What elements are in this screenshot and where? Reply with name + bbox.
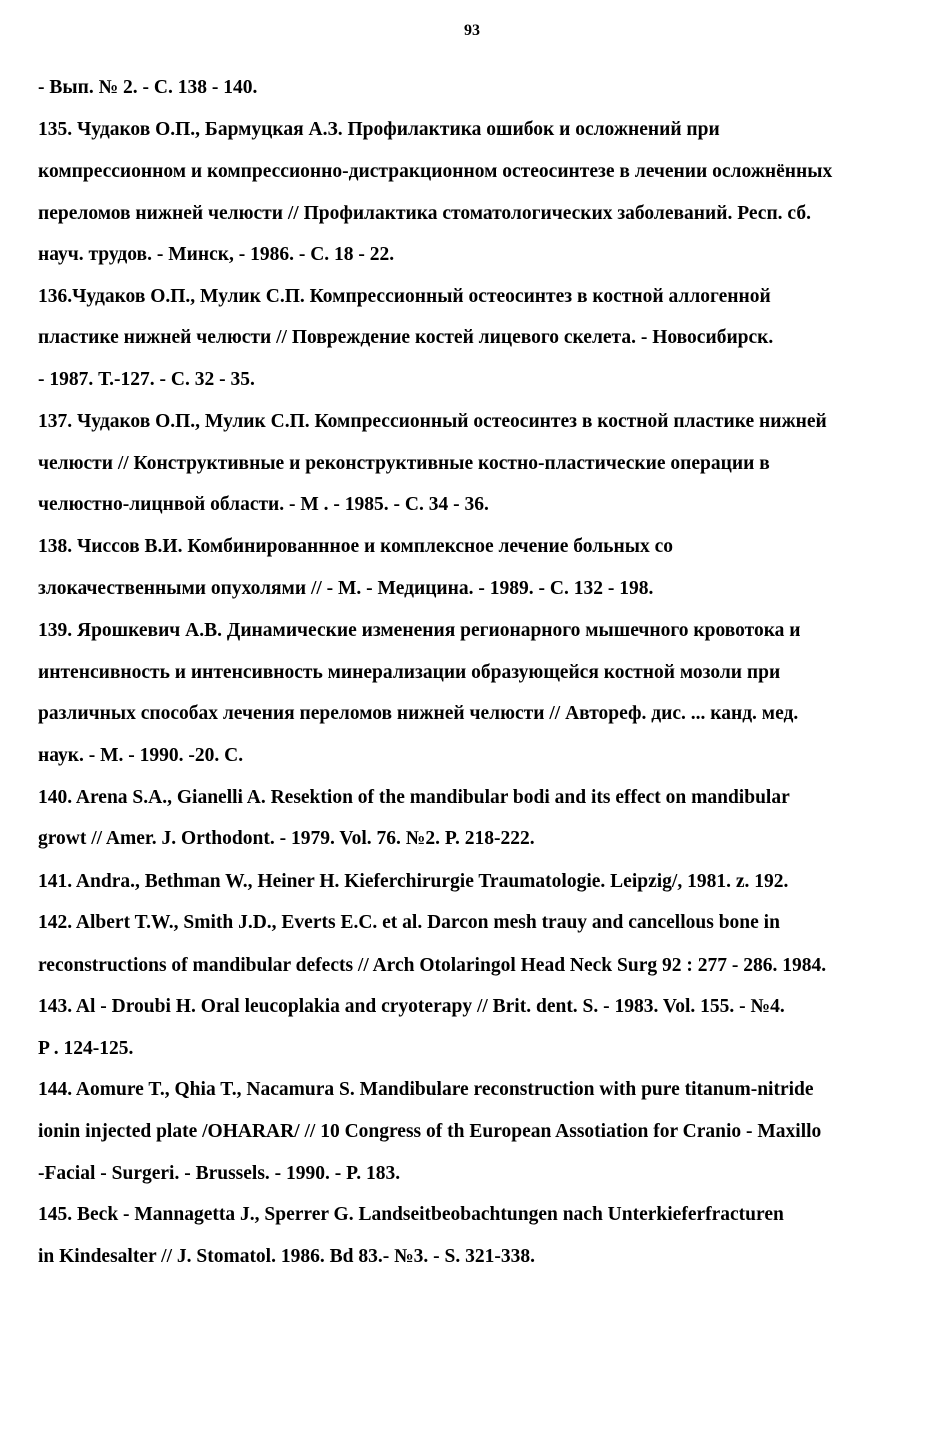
reference-143: 143. Al - Droubi H. Oral leucoplakia and cryoterapy // Brit. dent. S. - 1983. Vol. 155. - №4. xyxy=(38,996,785,1017)
text-line: интенсивность и интенсивность минерализации образующейся костной мозоли при xyxy=(38,662,781,683)
text-line: злокачественными опухолями // - М. - Медицина. - 1989. - С. 132 - 198. xyxy=(38,578,654,599)
reference-142: 142. Albert T.W., Smith J.D., Everts E.C. et al. Darcon mesh trauy and cancellous bone in xyxy=(38,912,780,933)
text-line: - Вып. № 2. - С. 138 - 140. xyxy=(38,77,258,98)
text-line: ionin injected plate /OHARAR/ // 10 Congress of th European Assotiation for Cranio - Maxillo xyxy=(38,1121,822,1142)
text-line: челюсти // Конструктивные и реконструктивные костно-пластические операции в xyxy=(38,453,770,474)
text-line: переломов нижней челюсти // Профилактика стоматологических заболеваний. Респ. сб. xyxy=(38,203,811,224)
reference-140: 140. Arena S.A., Gianelli A. Resektion of the mandibular bodi and its effect on mandibular xyxy=(38,787,790,808)
text-line: науч. трудов. - Минск, - 1986. - С. 18 - 22. xyxy=(38,244,395,265)
reference-139: 139. Ярошкевич А.В. Динамические изменения регионарного мышечного кровотока и xyxy=(38,620,801,641)
text-line: челюстно-лицнвой области. - М . - 1985. - С. 34 - 36. xyxy=(38,494,489,515)
text-line: пластике нижней челюсти // Повреждение костей лицевого скелета. - Новосибирск. xyxy=(38,327,774,348)
text-line: наук. - М. - 1990. -20. С. xyxy=(38,745,244,766)
reference-137: 137. Чудаков О.П., Мулик С.П. Компрессионный остеосинтез в костной пластике нижней xyxy=(38,411,827,432)
text-line: reconstructions of mandibular defects // Arch Otolaringol Head Neck Surg 92 : 277 - 286. 1984. xyxy=(38,955,827,976)
text-line: различных способах лечения переломов нижней челюсти // Автореф. дис. ... канд. мед. xyxy=(38,703,799,724)
page-number: 93 xyxy=(464,22,480,39)
reference-145: 145. Beck - Mannagetta J., Sperrer G. Landseitbeobachtungen nach Unterkieferfracturen xyxy=(38,1204,784,1225)
text-line: in Kindesalter // J. Stomatol. 1986. Bd 83.- №3. - S. 321-338. xyxy=(38,1246,536,1267)
reference-136: 136.Чудаков О.П., Мулик С.П. Компрессионный остеосинтез в костной аллогенной xyxy=(38,286,771,307)
text-line: P . 124-125. xyxy=(38,1038,134,1059)
reference-138: 138. Чиссов В.И. Комбинированнное и комплексное лечение больных со xyxy=(38,536,673,557)
text-line: - 1987. Т.-127. - С. 32 - 35. xyxy=(38,369,255,390)
reference-144: 144. Aomure T., Qhia T., Nacamura S. Mandibulare reconstruction with pure titanum-nitride xyxy=(38,1079,814,1100)
text-line: -Facial - Surgeri. - Brussels. - 1990. - P. 183. xyxy=(38,1163,401,1184)
text-line: компрессионном и компрессионно-дистракционном остеосинтезе в лечении осложнённых xyxy=(38,161,833,182)
text-line: growt // Amer. J. Orthodont. - 1979. Vol. 76. №2. P. 218-222. xyxy=(38,828,535,849)
reference-135: 135. Чудаков О.П., Бармуцкая А.З. Профилактика ошибок и осложнений при xyxy=(38,119,720,140)
reference-141: 141. Andra., Bethman W., Heiner H. Kieferchirurgie Traumatologie. Leipzig/, 1981. z. 192. xyxy=(38,871,789,892)
